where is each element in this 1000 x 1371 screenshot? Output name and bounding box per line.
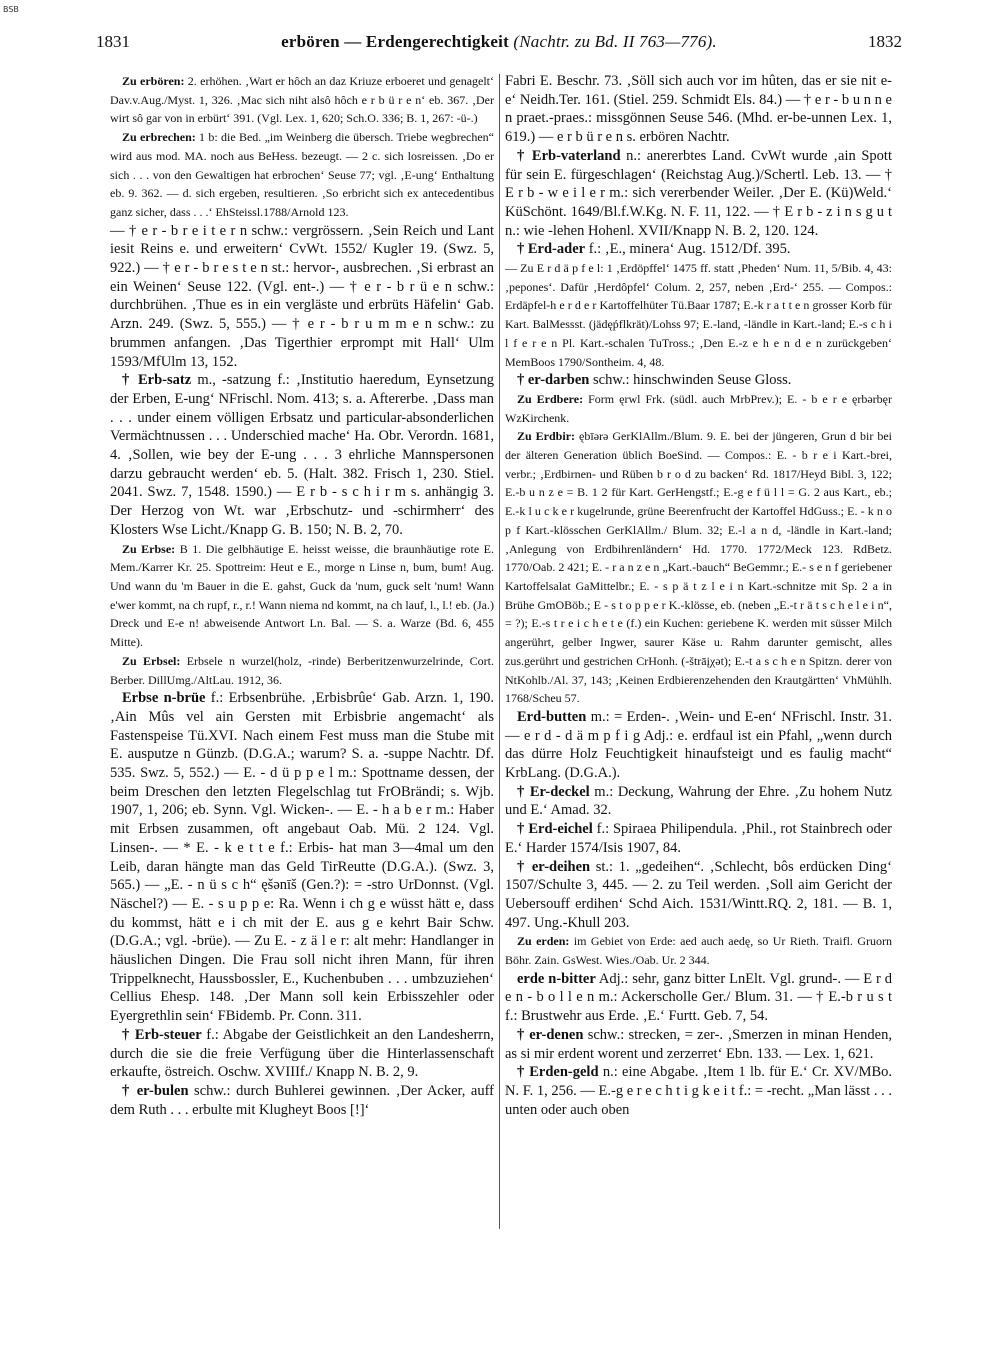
dictionary-entry — [505, 1063, 892, 1119]
dictionary-entry — [110, 652, 494, 689]
left-column — [110, 72, 494, 1119]
dictionary-entry — [505, 427, 892, 708]
dictionary-entry — [110, 222, 494, 372]
entry-text: schw.: hinschwinden Seuse Gloss. — [589, 372, 792, 389]
dictionary-entry — [505, 72, 892, 147]
entry-text: f.: Abgabe der Geistlichkeit an den Landesherrn, durch die sie die freie Verfügung über die Hinterlassenschaft erkaufte, östreich. Oschw. XVIIIf./ Knapp N. B. 2, 9. — [110, 1026, 495, 1081]
entry-lemma: † er-darben — [517, 372, 590, 389]
dictionary-entry — [505, 259, 892, 371]
entry-text: Erbsele n wurzel(holz, -rinde) Berberitzenwurzelrinde, Cort. Berber. DillUmg./AltLau. 1912, 36. — [110, 653, 494, 687]
entry-text: f.: ‚E., minera‘ Aug. 1512/Df. 395. — [585, 241, 791, 258]
entry-text: Adj.: sehr, ganz bitter LnElt. Vgl. grund-. — E r d e n - b o l l e n m.: Ackerscholle Ger./ Blum. 31. — † E.-b r u s t f.: Brustwehr aus Erde. ‚E.‘ Furtt. Geb. 7, 54. — [505, 970, 892, 1025]
entry-lemma: † Erb-vaterland — [517, 147, 621, 164]
running-title-main: erbören — Erdengerechtigkeit — [281, 32, 509, 51]
entry-lemma: † Erden-geld — [517, 1064, 599, 1081]
entry-text: Fabri E. Beschr. 73. ‚Söll sich auch vor im hûten, das er sie nit e-e‘ Neidh.Ter. 161. (Stiel. 259. Schmidt Els. 84.) — † e r - b u n n e n praet.-praes.: missgönnen Seuse 546. (Mhd. er-be-unnen Lex. 1, 619.) — e r b ü r e n s. erbören Nachtr. — [505, 73, 892, 146]
library-stamp: BSB — [3, 5, 19, 14]
running-title — [281, 32, 717, 52]
page-header — [96, 32, 902, 56]
entry-lemma: erde n-bitter — [517, 970, 596, 987]
entry-text: n.: anererbtes Land. CvWt wurde ‚ain Spott für sein E. fürgeschlagen‘ (Reichstag Aug.)/Schertl. Leb. 13. — † E r b - w e i l e r m.: sich vererbender Weiler. ‚Der E. (Kü)Weld.‘ KüSchönt. 1649/Bl.f.W.Kg. N. F. 11, 122. — † E r b - z i n s g u t n.: wie -lehen Hohenl. XVII/Knapp N. B. 2, 120. 124. — [505, 147, 892, 239]
dictionary-entry — [505, 708, 892, 783]
entry-lemma: Zu Erdbere: — [517, 391, 584, 406]
dictionary-entry — [110, 72, 494, 128]
dictionary-entry — [505, 820, 892, 857]
entry-lemma: † er-deihen — [517, 858, 591, 875]
entry-text: m.: = Erden-. ‚Wein- und E-en‘ NFrischl. Instr. 31. — e r d - d ä m p f i g Adj.: e. erdfaul ist ein Pfahl, „wenn durch das dürre Holz Feuchtigkeit hinaufsteigt und es faulig macht“ KrbLang. (D.G.A.). — [505, 708, 892, 782]
entry-text: — † e r - b r e i t e r n schw.: vergrössern. ‚Sein Reich und Lant iesit Reins e. und erweitern‘ CvWt. 1552/ Kugler 19. (Swz. 5, 922.) — † e r - b r e s t e n st.: hervor-, ausbrechen. ‚Si erbrast an ein Weinen‘ Seuse 122. (Vgl. ent-.) — † e r - b r ü e n schw.: durchbrühen. ‚Thue es in ein vergläste und erbrüts Häfelin‘ Gab. Arzn. 249. (Swz. 5, 555.) — † e r - b r u m m e n schw.: zu brummen anfangen. ‚Das Tigerthier erprompt mit Hall‘ Ulm 1593/MfUlm 13, 152. — [110, 222, 494, 370]
page-number-left: 1831 — [96, 32, 130, 51]
entry-lemma: Zu erbrechen: — [122, 130, 196, 145]
dictionary-entry — [110, 371, 494, 539]
entry-text: f.: Spiraea Philipendula. ‚Phil., rot Stainbrech oder E.‘ Harder 1574/Isis 1907, 84. — [505, 821, 892, 856]
entry-lemma: Zu Erdbir: — [517, 429, 576, 444]
entry-text: m., -satzung f.: ‚Institutio haeredum, Eynsetzung der Erben, E-ung‘ NFrischl. Nom. 413; s. a. Aftererbe. ‚Dass man . . . under einem völligen Erbsatz und particular-absonderlichen Vermächtnussen . . . Underschied mache‘ Ha. Obr. Verordn. 1681, 4. ‚Sollen, wie bey der E-ung . . . 3 ehrliche Mannspersonen darzu gebraucht werden‘ eb. 5. (Halt. 382. Frisch 1, 230. Stiel. 2041. Swz. 7, 1548. 1590.) — E r b - s c h i r m s. anhängig 3. Der Herzog von Wt. war ‚Erbschutz- und -schirmherr‘ des Klosters Wse Licht./Knapp G. B. 150; N. B. 2, 70. — [110, 372, 494, 538]
entry-text: — Zu E r d ä p f e l: 1 ‚Erdöpffel‘ 1475 ff. statt ‚Pheden‘ Num. 11, 5/Bib. 4, 43: ‚pepones‘. Dafür ‚Herdôpfel‘ Colum. 2, 257, neben ‚Erd-‘ 255. — Compos.: Erdäpfel-h e r d e r Kartoffelhüter Tü.Baar 1787; E.-k r a t t e n grosser Korb für Kart. BalMessst. (jädęṕflkrät)/Lohss 97; E.-land, -ländle in Kart.-land; E.-s c h i l f e r e n Pl. Kart.-schalen TuTross.; ‚Den E.-z e h e n d e n zurückgeben‘ MemBoos 1790/Sontheim. 4, 48. — [505, 261, 892, 369]
page-number-right: 1832 — [867, 32, 902, 51]
entry-lemma: Erbse n-brüe — [122, 690, 206, 707]
dictionary-entry — [505, 970, 892, 1026]
entry-text: 1 b: die Bed. „im Weinberg die übersch. Triebe wegbrechen“ wird aus mod. MA. noch aus BeHess. bezeugt. — 2 c. sich losreissen. ‚Do er sich . . . von den Gewaltigen hat erbrochen‘ Seuse 77; vgl. ‚E-ung‘ Enthaltung eb. 9. 362. — d. sich ergeben, resultieren. ‚So erbricht sich ex antecedentibus ganz sicher, dass . . .‘ EhSteissl.1788/Arnold 123. — [110, 130, 494, 219]
dictionary-entry — [505, 371, 892, 390]
entry-text: m.: Deckung, Wahrung der Ehre. ‚Zu hohem Nutz und E.‘ Amad. 32. — [505, 783, 892, 819]
entry-text: Form ęrwl Frk. (südl. auch MrbPrev.); E. - b e r e ęrbərbęr WzKirchenk. — [505, 391, 892, 425]
entry-lemma: Zu Erbse: — [122, 541, 176, 556]
entry-lemma: † Er-deckel — [517, 783, 590, 800]
entry-lemma: Zu erbören: — [122, 74, 185, 88]
entry-text: f.: Erbsenbrühe. ‚Erbisbrûe‘ Gab. Arzn. 1, 190. ‚Ain Mûs vel ain Gersten mit Erbisbrie angemacht‘ als Fastenspeise Tü.XVI. Nach einem Fest muss man die Stube mit E. ausputze n Günzb. (D.G.A.; warum? S. a. -suppe Nachtr. Df. 535. Swz. 5, 552.) — E. - d ü p p e l m.: Spottname dessen, der beim Dreschen den letzten Flegelschlag tut FrOBrändi; s. Wjb. 1907, 1, 206; eb. Synn. Vgl. Wicken-. — E. - h a b e r m.: Haber mit Erbsen zusammen, oft angebaut Oab. Mü. 2 124. Vgl. Linsen-. — * E. - k e t t e f.: Erbis- hat man 3—4mal um den Leib, daran hängte man das Geld TirReutte (D.G.A.). (Swz. 3, 565.) — „E. - n ü s c h“ ęšənīš (Gen.?): = -stro UrDonnst. (Vgl. Näschel?) — E. - s u p p e: Ra. Wenn i ch g e wüsst hätt e, dass du kommst, hätt e i ch mit der E. aus g e kehrt Bair Schw. (D.G.A.; vgl. -brüe). — Zu E. - z ä l e r: alt mehr: Handlanger in häuslichen Dingen. Die Frau soll nicht ihren Mann, für ihren Trippelknecht, Haussbossler, E., Kuchenbuben . . . umbzuziehen‘ Cellius Ehesp. 148. ‚Der Mann soll kein Erbisszehler oder Eyergrethlin sein‘ FBidemb. Pr. Conn. 311. — [110, 690, 494, 1025]
dictionary-entry — [110, 128, 494, 222]
entry-text: B 1. Die gelbhäutige E. heisst weisse, die braunhäutige rote E. Mem./Karrer Kr. 25. Spottreim: Heut e E., morge n Linse n, bum, bum! Aug. Und wann du 'm Bauer in die E. gahst, Guck da 'num, guck selt 'num! Wann e'wer kommt, na ch rupf, r., r.! Wann niema nd kommt, na ch lauf, l., l.! eb. (Ja.) Dreck und E-e n! abweisende Antwort Ln. Bal. — S. a. Warze (Bd. 6, 455 Mitte). — [110, 541, 494, 650]
dictionary-entry — [110, 1082, 494, 1119]
dictionary-entry — [110, 540, 494, 652]
entry-text: im Gebiet von Erde: aed auch aedę, so Ur Rieth. Traifl. Gruorn Böhr. Zain. GsWest. Wies./Oab. Ur. 2 344. — [505, 934, 893, 968]
entry-text: schw.: strecken, = zer-. ‚Smerzen in minan Henden, as si mir erdent worent und zerzerret‘ Ebn. 133. — Lex. 1, 621. — [505, 1026, 892, 1062]
entry-text: ębīərə GerKlAllm./Blum. 9. E. bei der jüngeren, Grun d bir bei der älteren Generation üblich BoeSind. — Compos.: E. - b r e i Kart.-brei, verbr.; ‚Erdbirnen- und Rüben b r o d zu backen‘ Rd. 1817/Heyd Bibl. 3, 122; E.-b u n z e = B. 1 2 für Kart. GerHengstf.; E.-g e f ü l l = G. 2 aus Kart., eb.; E.-k l u c k e r kugelrunde, grüne Beerenfrucht der Kartoffel HdGuss.; E. - k n o p f Kart.-klösschen GerKlAllm./ Blum. 32; E.-l a n d, -ländle in Kart.-land; ‚Anlegung von Erdbihrenländern‘ Hd. 1770. 1772/Meck 123. RdBetz. 1770/Oab. 2 421; E. - r a n z e n „Kart.-bauch“ BeGemmr.; E.- s e n f geriebener Kartoffelsalat GaMittelbr.; E. - s p ä t z l e i n Kart.-schnitze mit Sp. 2 a in Brühe GmOBöb.; E - s t o p p e r K.-klösse, eb. (neben „E.-t r ä t s c h e l e i n“, = ?); E.-s t r e i c h e t e (f.) ein Kuchen: geriebene K. werden mit süsser Milch angerührt, gelber Ingwer, saurer Käse u. Rahm darunter gemischt, alles zus.gerührt und gestrichen CrHonh. (-štrāįχət); E.-t a s c h e n Spitzn. derer von NtKohlb./Al. 37, 143; ‚Keinen Erdbierenzehenden den Krautgärtten‘ VhMühlh. 1768/Scheu 57. — [505, 429, 893, 706]
dictionary-entry — [505, 240, 892, 259]
entry-text: 2. erhöhen. ‚Wart er hôch an daz Kriuze erboeret und genagelt‘ Dav.v.Aug./Myst. 1, 326. ‚Mac sich niht alsô hôch e r b ü r e n‘ eb. 367. ‚Der wirt sô gar von in erbürt‘ 391. (Vgl. Lex. 1, 620; Sch.O. 336; B. 1, 267: -ü-.) — [110, 74, 495, 126]
entry-lemma: Erd-butten — [517, 708, 587, 725]
entry-lemma: Zu erden: — [517, 934, 570, 949]
entry-text: n.: eine Abgabe. ‚Item 1 lb. für E.‘ Cr. XV/MBo. N. F. 1, 256. — E.-g e r e c h t i g k e i t f.: = -recht. „Man lässt . . . unten oder auch oben — [505, 1064, 893, 1118]
dictionary-entry — [505, 858, 892, 933]
dictionary-entry — [110, 689, 494, 1026]
column-divider — [499, 74, 500, 1229]
dictionary-entry — [505, 932, 892, 969]
entry-lemma: † er-denen — [517, 1026, 584, 1043]
running-title-paren: (Nachtr. zu Bd. II 763—776). — [513, 32, 717, 51]
entry-lemma: † Erb-steuer — [122, 1026, 202, 1043]
right-column — [505, 72, 892, 1119]
dictionary-entry — [505, 147, 892, 241]
dictionary-entry — [505, 390, 892, 427]
entry-lemma: † er-bulen — [122, 1082, 189, 1099]
entry-lemma: Zu Erbsel: — [122, 653, 181, 668]
dictionary-entry — [110, 1026, 494, 1082]
dictionary-entry — [505, 1026, 892, 1063]
entry-lemma: † Erb-satz — [122, 372, 192, 389]
entry-lemma: † Erd-eichel — [517, 821, 593, 838]
entry-text: st.: 1. „gedeihen“. ‚Schlecht, bôs erdücken Ding‘ 1507/Schulte 3, 445. — 2. zu Teil werden. ‚Soll aim Gericht der Uebersouff erdihen‘ Schd Aich. 1531/Wintt.RQ. 2, 181. — B. 1, 497. Ung.-Khull 203. — [505, 858, 892, 931]
dictionary-entry — [505, 783, 892, 820]
entry-text: schw.: durch Buhlerei gewinnen. ‚Der Acker, auff dem Ruth . . . erbulte mit Klugheyt Boos [!]‘ — [110, 1082, 494, 1118]
entry-lemma: † Erd-ader — [517, 241, 586, 258]
